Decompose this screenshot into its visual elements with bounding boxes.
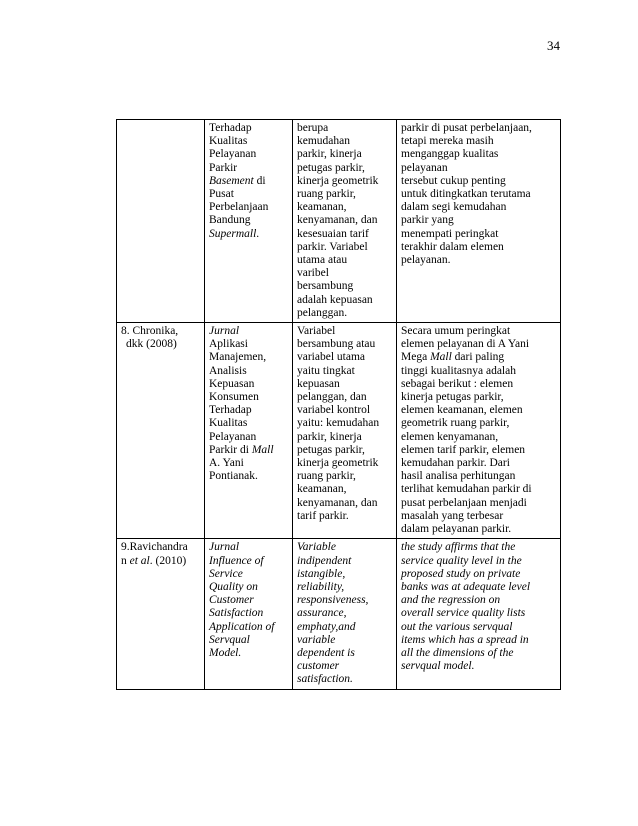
text-segment: berupa: [297, 122, 329, 134]
text-segment: servqual model.: [401, 660, 475, 673]
cell-line: [121, 325, 200, 338]
text-segment: menganggap kualitas: [401, 148, 499, 161]
text-segment: Pelayanan: [209, 430, 257, 443]
cell-line: [297, 417, 392, 430]
cell-line: [401, 122, 556, 135]
cell-line: [401, 634, 556, 647]
text-segment: Pelayanan: [209, 148, 257, 161]
text-segment: Parkir di: [209, 443, 252, 456]
text-segment: elemen tarif parkir, elemen: [401, 443, 526, 456]
title-cell: [205, 539, 293, 689]
cell-line: [297, 568, 392, 581]
text-segment: Mall: [251, 443, 274, 456]
text-segment: untuk ditingkatkan terutama: [401, 188, 531, 201]
author-cell: [117, 323, 205, 539]
text-segment: pelayanan: [401, 161, 448, 174]
text-segment: Satisfaction: [209, 607, 264, 620]
text-segment: Kualitas: [209, 135, 248, 148]
cell-line: [297, 280, 392, 293]
text-segment: Analisis: [209, 364, 247, 377]
text-segment: Secara umum peringkat: [401, 325, 511, 338]
text-segment: parkir di pusat perbelanjaan,: [401, 122, 532, 134]
text-segment: Konsumen: [209, 391, 259, 404]
text-segment: kepuasan: [297, 377, 340, 390]
text-segment: pelanggan, dan: [297, 391, 367, 404]
text-segment: 8. Chronika,: [121, 325, 179, 338]
text-segment: Mega: [401, 351, 431, 364]
cell-line: [401, 594, 556, 607]
text-segment: elemen kenyamanan,: [401, 430, 499, 443]
text-segment: pusat perbelanjaan menjadi: [401, 496, 527, 509]
author-cell: [117, 539, 205, 689]
cell-line: [209, 431, 288, 444]
cell-line: [297, 294, 392, 307]
cell-line: [121, 541, 200, 554]
cell-line: [297, 510, 392, 523]
cell-line: [297, 634, 392, 647]
text-segment: terakhir dalam elemen: [401, 240, 504, 253]
text-segment: Pontianak.: [209, 470, 258, 483]
text-segment: Basement: [209, 174, 254, 187]
cell-line: [401, 457, 556, 470]
text-segment: tarif parkir.: [297, 509, 349, 522]
cell-line: [297, 365, 392, 378]
text-segment: kemudahan: [297, 135, 351, 148]
cell-line: [297, 483, 392, 496]
cell-line: [209, 338, 288, 351]
text-segment: keamanan,: [297, 201, 347, 214]
text-segment: satisfaction.: [297, 673, 353, 686]
cell-line: [401, 162, 556, 175]
cell-line: [209, 365, 288, 378]
text-segment: 9.Ravichandra: [121, 541, 188, 554]
cell-line: [297, 228, 392, 241]
title-cell: [205, 120, 293, 323]
text-segment: proposed study on private: [401, 567, 521, 580]
text-segment: parkir yang: [401, 214, 454, 227]
cell-line: [297, 673, 392, 686]
text-segment: pelanggan.: [297, 306, 348, 319]
text-segment: pelayanan.: [401, 254, 451, 267]
cell-line: [209, 135, 288, 148]
text-segment: istangible,: [297, 567, 346, 580]
cell-line: [209, 541, 288, 554]
results-cell: [397, 539, 561, 689]
cell-line: [297, 555, 392, 568]
cell-line: [209, 470, 288, 483]
cell-line: [297, 254, 392, 267]
text-segment: kenyamanan, dan: [297, 214, 378, 227]
cell-line: [297, 148, 392, 161]
cell-line: [209, 162, 288, 175]
text-segment: customer: [297, 660, 340, 673]
cell-line: [401, 470, 556, 483]
cell-line: [297, 214, 392, 227]
cell-line: [401, 325, 556, 338]
cell-line: [297, 162, 392, 175]
text-segment: all the dimensions of the: [401, 646, 514, 659]
text-segment: yaitu: kemudahan: [297, 417, 380, 430]
text-segment: Terhadap: [209, 122, 252, 134]
text-segment: tetapi mereka masih: [401, 135, 494, 148]
text-segment: emphaty,and: [297, 620, 356, 633]
text-segment: menempati peringkat: [401, 227, 499, 240]
cell-line: [209, 581, 288, 594]
cell-line: [401, 510, 556, 523]
text-segment: elemen pelayanan di A Yani: [401, 338, 530, 351]
text-segment: kinerja petugas parkir,: [401, 391, 504, 404]
cell-line: [209, 378, 288, 391]
text-segment: Manajemen,: [209, 351, 267, 364]
text-segment: Aplikasi: [209, 338, 248, 351]
text-segment: Application of: [209, 620, 275, 633]
cell-line: [209, 351, 288, 364]
text-segment: n: [121, 554, 130, 567]
text-segment: kinerja geometrik: [297, 457, 379, 470]
cell-line: [297, 267, 392, 280]
cell-line: [401, 497, 556, 510]
table-row: [117, 323, 561, 539]
text-segment: adalah kepuasan: [297, 293, 373, 306]
text-segment: .: [256, 227, 260, 240]
cell-line: [297, 391, 392, 404]
text-segment: dkk (2008): [126, 338, 177, 351]
results-cell: [397, 323, 561, 539]
cell-line: [401, 417, 556, 430]
text-segment: dependent is: [297, 646, 355, 659]
cell-line: [297, 607, 392, 620]
cell-line: [297, 497, 392, 510]
cell-line: [297, 188, 392, 201]
cell-line: [401, 135, 556, 148]
cell-line: [297, 621, 392, 634]
text-segment: Terhadap: [209, 404, 252, 417]
cell-line: [401, 555, 556, 568]
text-segment: kemudahan parkir. Dari: [401, 457, 510, 470]
text-segment: Mall: [430, 351, 452, 364]
table-body: [117, 120, 561, 690]
cell-line: [209, 621, 288, 634]
text-segment: Jurnal: [209, 325, 240, 338]
text-segment: parkir, kinerja: [297, 148, 362, 161]
variables-cell: [293, 323, 397, 539]
cell-line: [121, 555, 200, 568]
cell-line: [209, 607, 288, 620]
cell-line: [297, 444, 392, 457]
cell-line: [401, 660, 556, 673]
cell-line: [121, 338, 200, 351]
cell-line: [297, 581, 392, 594]
cell-line: [209, 325, 288, 338]
cell-line: [401, 214, 556, 227]
text-segment: petugas parkir,: [297, 161, 365, 174]
text-segment: Parkir: [209, 161, 238, 174]
cell-line: [209, 417, 288, 430]
cell-line: [401, 607, 556, 620]
text-segment: elemen keamanan, elemen: [401, 404, 523, 417]
cell-line: [209, 457, 288, 470]
text-segment: variable: [297, 633, 336, 646]
text-segment: Perbelanjaan: [209, 201, 269, 214]
text-segment: varibel: [297, 267, 329, 280]
cell-line: [401, 351, 556, 364]
cell-line: [297, 307, 392, 320]
cell-line: [401, 647, 556, 660]
cell-line: [401, 391, 556, 404]
cell-line: [209, 647, 288, 660]
cell-line: [401, 568, 556, 581]
cell-line: [209, 188, 288, 201]
cell-line: [401, 378, 556, 391]
text-segment: terlihat kemudahan parkir di: [401, 483, 532, 496]
text-segment: overall service quality lists: [401, 607, 526, 620]
cell-line: [209, 555, 288, 568]
cell-line: [297, 470, 392, 483]
cell-line: [297, 241, 392, 254]
text-segment: the study affirms that the: [401, 541, 516, 554]
text-segment: Supermall: [209, 227, 257, 240]
cell-line: [401, 228, 556, 241]
text-segment: sebagai berikut : elemen: [401, 377, 514, 390]
text-segment: ruang parkir,: [297, 188, 356, 201]
text-segment: responsiveness,: [297, 594, 369, 607]
cell-line: [401, 188, 556, 201]
text-segment: ruang parkir,: [297, 470, 356, 483]
text-segment: reliability,: [297, 580, 345, 593]
text-segment: yaitu tingkat: [297, 364, 355, 377]
cell-line: [401, 444, 556, 457]
cell-line: [401, 621, 556, 634]
cell-line: [401, 431, 556, 444]
cell-line: [401, 148, 556, 161]
table-row: [117, 539, 561, 689]
text-segment: hasil analisa perhitungan: [401, 470, 516, 483]
cell-line: [401, 338, 556, 351]
text-segment: dari paling: [451, 351, 505, 364]
cell-line: [209, 201, 288, 214]
variables-cell: [293, 120, 397, 323]
cell-line: [297, 378, 392, 391]
cell-line: [401, 201, 556, 214]
text-segment: service quality level in the: [401, 554, 522, 567]
cell-line: [297, 351, 392, 364]
text-segment: bersambung: [297, 280, 354, 293]
cell-line: [209, 568, 288, 581]
text-segment: dalam segi kemudahan: [401, 201, 507, 214]
text-segment: Kualitas: [209, 417, 248, 430]
variables-cell: [293, 539, 397, 689]
text-segment: Variabel: [297, 325, 336, 338]
text-segment: Kepuasan: [209, 377, 255, 390]
text-segment: parkir. Variabel: [297, 240, 368, 253]
cell-line: [297, 338, 392, 351]
cell-line: [209, 594, 288, 607]
text-segment: indipendent: [297, 554, 352, 567]
text-segment: masalah yang terbesar: [401, 509, 504, 522]
text-segment: variabel kontrol: [297, 404, 371, 417]
cell-line: [297, 135, 392, 148]
text-segment: et al: [129, 554, 150, 567]
cell-line: [209, 228, 288, 241]
results-cell: [397, 120, 561, 323]
text-segment: utama atau: [297, 254, 348, 267]
cell-line: [297, 647, 392, 660]
cell-line: [401, 365, 556, 378]
cell-line: [401, 581, 556, 594]
text-segment: out the various servqual: [401, 620, 513, 633]
text-segment: . (2010): [149, 554, 187, 567]
cell-line: [297, 660, 392, 673]
text-segment: assurance,: [297, 607, 347, 620]
text-segment: Bandung: [209, 214, 251, 227]
cell-line: [209, 404, 288, 417]
text-segment: kesesuaian tarif: [297, 227, 369, 240]
cell-line: [401, 241, 556, 254]
text-segment: Pusat: [209, 188, 234, 201]
text-segment: parkir, kinerja: [297, 430, 362, 443]
text-segment: A. Yani: [209, 457, 244, 470]
text-segment: Quality on: [209, 580, 258, 593]
cell-line: [297, 325, 392, 338]
cell-line: [209, 214, 288, 227]
literature-review-table: [116, 119, 561, 690]
text-segment: tinggi kualitasnya adalah: [401, 364, 516, 377]
cell-line: [297, 122, 392, 135]
cell-line: [401, 541, 556, 554]
cell-line: [297, 457, 392, 470]
cell-line: [209, 634, 288, 647]
cell-line: [297, 431, 392, 444]
text-segment: Influence of: [209, 554, 264, 567]
text-segment: keamanan,: [297, 483, 347, 496]
text-segment: kinerja geometrik: [297, 174, 379, 187]
cell-line: [297, 175, 392, 188]
text-segment: Variable: [297, 541, 336, 554]
cell-line: [209, 148, 288, 161]
cell-line: [297, 541, 392, 554]
text-segment: items which has a spread in: [401, 633, 529, 646]
text-segment: Model.: [209, 646, 242, 659]
author-cell: [117, 120, 205, 323]
cell-line: [401, 175, 556, 188]
text-segment: di: [253, 174, 266, 187]
text-segment: Servqual: [209, 633, 250, 646]
text-segment: banks was at adequate level: [401, 580, 531, 593]
text-segment: Customer: [209, 594, 254, 607]
text-segment: geometrik ruang parkir,: [401, 417, 510, 430]
text-segment: petugas parkir,: [297, 443, 365, 456]
cell-line: [401, 254, 556, 267]
text-segment: bersambung atau: [297, 338, 376, 351]
text-segment: dalam pelayanan parkir.: [401, 523, 512, 536]
cell-line: [297, 201, 392, 214]
cell-line: [401, 523, 556, 536]
cell-line: [297, 404, 392, 417]
text-segment: Jurnal: [209, 541, 240, 554]
cell-line: [209, 444, 288, 457]
text-segment: tersebut cukup penting: [401, 174, 506, 187]
text-segment: variabel utama: [297, 351, 366, 364]
cell-line: [209, 391, 288, 404]
cell-line: [209, 175, 288, 188]
title-cell: [205, 323, 293, 539]
text-segment: kenyamanan, dan: [297, 496, 378, 509]
text-segment: Service: [209, 567, 243, 580]
cell-line: [297, 594, 392, 607]
text-segment: and the regression on: [401, 594, 501, 607]
cell-line: [401, 404, 556, 417]
table-row: [117, 120, 561, 323]
page-number: 34: [547, 38, 560, 53]
cell-line: [401, 483, 556, 496]
cell-line: [209, 122, 288, 135]
